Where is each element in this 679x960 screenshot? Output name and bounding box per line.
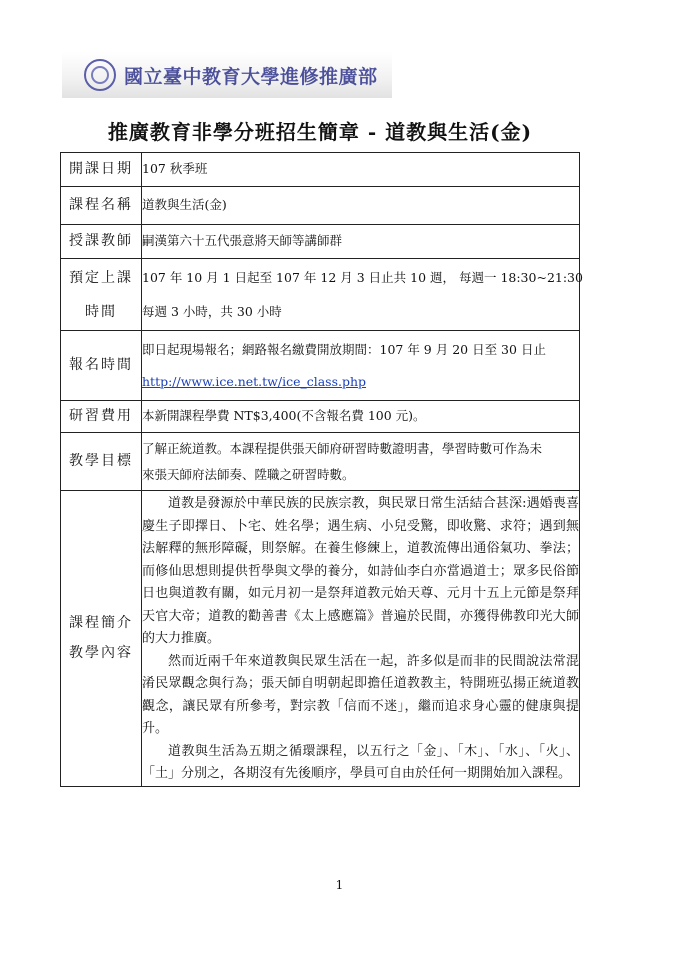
intro-paragraph-1: 道教是發源於中華民族的民族宗教，與民眾日常生活結合甚深:遇婚喪喜慶生子即擇日、卜宅、姓名學；遇生病、小兒受驚，即收驚、求符；遇到無法解釋的無形障礙，則祭解。在養生修練上，道教流傳出通俗氣功、拳法；而修仙思想則提供哲學與文學的養分，如詩仙李白亦當過道士；眾多民俗節日也與道教有關，如元月初一是祭拜道教元始天尊、元月十五上元節是祭拜天官大帝；道教的勸善書《太上感應篇》普遍於民間，亦獲得佛教印光大師的大力推廣。 — [142, 496, 579, 646]
instructor-label: 授課教師 — [61, 225, 142, 259]
goal-line-2: 來張天師府法師奏、陞職之研習時數。 — [142, 466, 355, 482]
table-row-fee — [61, 401, 580, 433]
intro-label-line-1: 課程簡介 — [69, 615, 133, 632]
schedule-label — [61, 259, 142, 331]
instructor-value: 嗣漢第六十五代張意將天師等講師群 — [142, 225, 580, 259]
page-title: 推廣教育非學分班招生簡章 - 道教與生活(金) — [107, 120, 533, 144]
course-name-label: 課程名稱 — [61, 187, 142, 225]
intro-label — [61, 491, 142, 787]
fee-label: 研習費用 — [61, 401, 142, 433]
registration-link-row — [142, 366, 579, 398]
schedule-line-2: 每週 3 小時，共 30 小時 — [142, 303, 282, 319]
registration-line-1: 即日起現場報名；網路報名繳費開放期間：107 年 9 月 20 日至 30 日止 — [142, 341, 546, 357]
table-row-start-date — [61, 153, 580, 187]
table-row-intro — [61, 491, 580, 787]
registration-label: 報名時間 — [61, 331, 142, 401]
goal-value — [142, 433, 580, 491]
page-number: 1 — [335, 878, 344, 892]
course-info-table — [60, 152, 583, 787]
org-name: 國立臺中教育大學進修推廣部 — [124, 65, 378, 88]
header-banner — [62, 52, 392, 98]
schedule-line-1: 107 年 10 月 1 日起至 107 年 12 月 3 日止共 10 週， 每週一 18:30~21:30 — [142, 269, 583, 285]
intro-paragraph-2: 然而近兩千年來道教與民眾生活在一起，許多似是而非的民間說法常混淆民眾觀念與行為；張天師自明朝起即擔任道教教主，特開班弘揚正統道教觀念，讓民眾有所參考，對宗教「信而不迷」，繼而追求身心靈的健康與提升。 — [142, 653, 579, 736]
university-seal-icon — [84, 59, 116, 91]
table-row-registration — [61, 331, 580, 401]
registration-value — [142, 331, 580, 401]
goal-label: 教學目標 — [61, 433, 142, 491]
intro-paragraph-3: 道教與生活為五期之循環課程，以五行之「金」、「木」、「水」、「火」、「土」分別之，各期沒有先後順序，學員可自由於任何一期開始加入課程。 — [142, 743, 579, 781]
fee-value: 本新開課程學費 NT$3,400(不含報名費 100 元)。 — [142, 401, 580, 433]
table-row-goal — [61, 433, 580, 491]
schedule-value — [142, 259, 583, 331]
schedule-label-line-1: 預定上課 — [69, 269, 133, 286]
schedule-label-line-2: 時間 — [85, 303, 117, 320]
registration-link[interactable]: http://www.ice.net.tw/ice_class.php — [142, 373, 367, 389]
goal-line-1: 了解正統道教。本課程提供張天師府研習時數證明書，學習時數可作為未 — [142, 440, 543, 456]
start-date-label: 開課日期 — [61, 153, 142, 187]
table-row-instructor — [61, 225, 580, 259]
table-row-schedule — [61, 259, 580, 331]
course-name-value: 道教與生活(金) — [142, 187, 580, 225]
table-row-course-name — [61, 187, 580, 225]
start-date-value: 107 秋季班 — [142, 153, 580, 187]
intro-label-line-2: 教學內容 — [69, 645, 133, 662]
intro-value — [142, 491, 580, 787]
